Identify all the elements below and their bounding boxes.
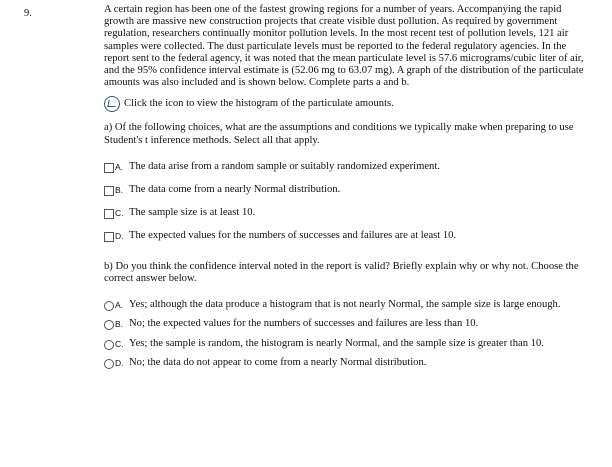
part-a-options <box>104 161 592 253</box>
option-text: The data arise from a random sample or suitably randomized experiment. <box>129 160 440 172</box>
checkbox-c[interactable] <box>104 209 114 219</box>
part-a-option-d[interactable] <box>104 230 592 253</box>
option-letter: C. <box>115 207 124 218</box>
option-text: Yes; the sample is random, the histogram is nearly Normal, and the sample size is greater than 10. <box>129 337 544 349</box>
question-content <box>104 4 592 376</box>
part-a-option-b[interactable] <box>104 184 592 207</box>
part-b-option-b[interactable] <box>104 318 592 330</box>
histogram-link-text: Click the icon to view the histogram of the particulate amounts. <box>124 98 394 110</box>
part-b-option-c[interactable] <box>104 338 592 350</box>
option-letter: D. <box>115 357 124 368</box>
option-text: Yes; although the data produce a histogram that is not nearly Normal, the sample size is large enough. <box>129 299 561 311</box>
radio-c[interactable] <box>104 340 114 350</box>
histogram-icon[interactable] <box>104 96 120 112</box>
part-a-option-a[interactable] <box>104 161 592 184</box>
option-text: The expected values for the numbers of successes and failures are at least 10. <box>129 229 457 241</box>
option-letter: A. <box>115 300 124 311</box>
option-text: No; the data do not appear to come from a nearly Normal distribution. <box>129 356 427 368</box>
option-letter: B. <box>115 184 124 195</box>
checkbox-a[interactable] <box>104 163 114 173</box>
part-a-option-c[interactable] <box>104 207 592 230</box>
option-letter: A. <box>115 161 124 172</box>
part-b-prompt: b) Do you think the confidence interval noted in the report is valid? Briefly explain why or why not. Choose the correct answer below. <box>104 260 579 285</box>
part-b-option-a[interactable] <box>104 299 592 311</box>
part-a-prompt: a) Of the following choices, what are the assumptions and conditions we typically make when preparing to use Student's t inference methods. Select all that apply. <box>104 122 574 146</box>
radio-b[interactable] <box>104 320 114 330</box>
question-intro: A certain region has been one of the fastest growing regions for a number of years. Accompanying the rapid growth are massive new construction projects that create visible dust pollution. As required by government regulation, researchers continually monitor pollution levels. In the most recent test of pollution levels, 121 air samples were collected. The dust particulate levels must be reported to the federal regulatory agencies. In the report sent to the federal agency, it was noted that the mean particulate level is 57.6 micrograms/cubic liter of air, and the 95% confidence interval estimate is (52.06 mg to 63.07 mg). A graph of the distribution of the particulate amounts was also included and is shown below. Complete parts a and b. <box>104 4 584 89</box>
radio-a[interactable] <box>104 301 114 311</box>
option-text: No; the expected values for the numbers of successes and failures are less than 10. <box>129 318 479 330</box>
question-number: 9. <box>24 8 32 19</box>
option-text: The data come from a nearly Normal distribution. <box>129 183 341 195</box>
radio-d[interactable] <box>104 359 114 369</box>
option-letter: D. <box>115 230 124 241</box>
checkbox-b[interactable] <box>104 186 114 196</box>
option-letter: C. <box>115 338 124 349</box>
checkbox-d[interactable] <box>104 232 114 242</box>
part-b-options <box>104 299 592 369</box>
option-letter: B. <box>115 319 124 330</box>
part-b-option-d[interactable] <box>104 357 592 369</box>
histogram-link[interactable] <box>104 96 592 112</box>
option-text: The sample size is at least 10. <box>129 206 256 218</box>
